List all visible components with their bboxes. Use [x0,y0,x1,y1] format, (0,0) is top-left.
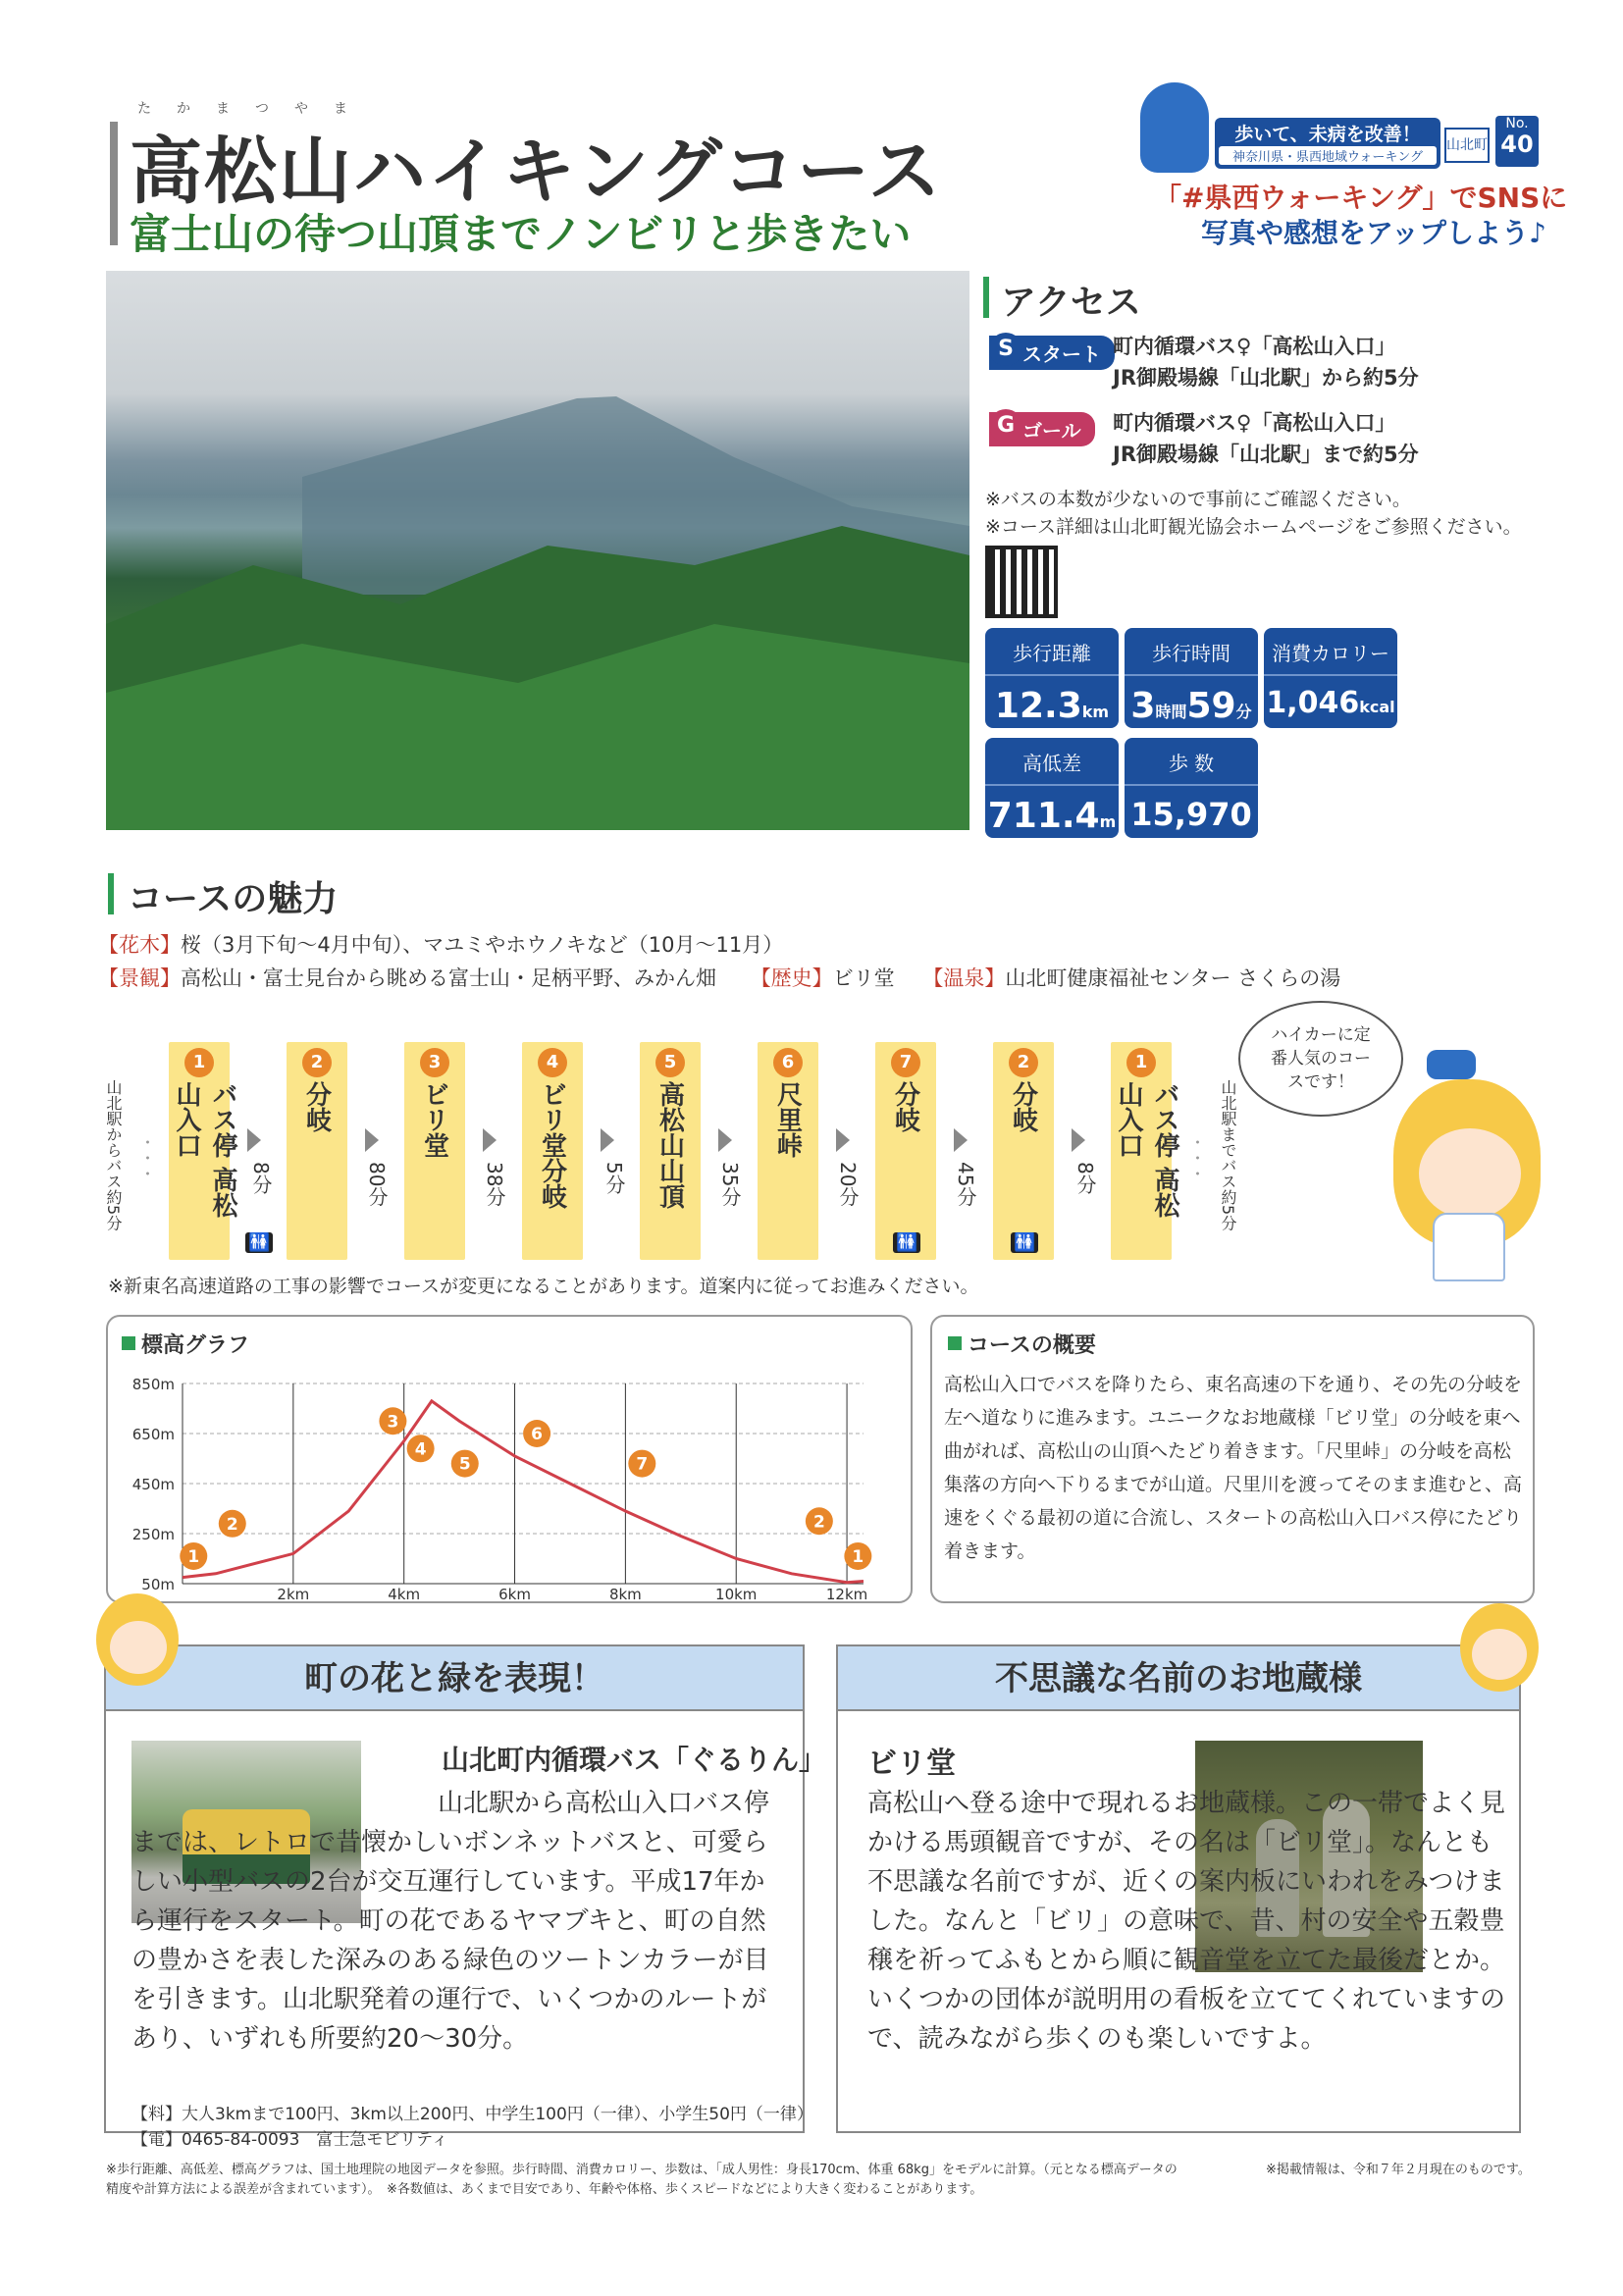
history-tag: 【歴史】 [750,966,833,990]
goal-badge: G [989,409,1022,443]
route-step [875,1042,936,1260]
campaign-line1: 歩いて、未病を改善！ [1234,124,1421,145]
route-from: 山北駅からバス約5分 [104,1079,123,1231]
stat-time [1125,628,1258,728]
route-minutes: 45分 [954,1162,977,1207]
bus-fare: 【料】大人3kmまで100円、3km以上200円、中学生100円（一律）、小学生50円（一律） [131,2105,813,2124]
start-tag [989,336,1115,370]
jizo-panel-heading: 不思議な名前のお地蔵様 [838,1646,1519,1711]
arrow-icon [836,1128,850,1152]
flower-tag: 【花木】 [98,933,181,957]
charm-heading: コースの魅力 [128,879,339,919]
qr-code-icon[interactable] [985,546,1058,618]
stat-steps [1125,738,1258,866]
bubble-text: ハイカーに定番人気のコースです！ [1271,1025,1371,1092]
waypoint-marker-label: 6 [531,1425,544,1444]
access-accent-bar [983,277,989,318]
elevation-line [183,1401,864,1583]
footer-date: ※掲載情報は、令和７年２月現在のものです。 [1266,2163,1531,2177]
charm-view [98,962,1340,995]
charm-accent-bar [108,873,114,914]
x-tick-label: 10km [715,1586,758,1599]
step-number: 7 [891,1048,920,1077]
stat-steps-unit: 歩 [1182,848,1199,866]
bus-tel: 【電】0465-84-0093 富士急モビリティ [131,2130,448,2150]
waypoint-marker-label: 2 [812,1512,825,1533]
toilet-icon: 🚻 [245,1232,273,1253]
goal-line1: 町内循環バス♀「高松山入口」 [1113,411,1396,435]
start-label: スタート [1022,342,1101,366]
stat-time-hours: 3 [1130,686,1156,726]
character-face-icon [1419,1128,1521,1219]
step-name: 高松山山頂 [654,1081,685,1209]
stat-calories-unit: kcal [1359,698,1395,716]
arrow-icon [954,1128,968,1152]
stat-steps-label: 歩 数 [1125,738,1258,786]
chart-title-marker [122,1336,135,1350]
route-minutes: 38分 [483,1162,506,1207]
start-line1: 町内循環バス♀「高松山入口」 [1113,335,1396,358]
route-minutes: 8分 [1073,1162,1097,1194]
stat-time-minutes: 59 [1186,686,1236,726]
character-body-icon [1433,1213,1505,1281]
arrow-icon [718,1128,732,1152]
history-text: ビリ堂 [832,966,895,990]
photo-mountain-silhouette [106,271,969,830]
stat-time-label: 歩行時間 [1125,628,1258,676]
route-minutes: 8分 [249,1162,273,1194]
stat-elevation [985,738,1119,838]
x-tick-label: 8km [608,1586,642,1599]
stat-elevation-value: 711.4 [987,796,1100,836]
route-note: ※新東名高速道路の工事の影響でコースが変更になることがあります。道案内に従ってお進みください。 [108,1276,979,1297]
access-heading: アクセス [1001,283,1141,323]
mascot-icon [1140,82,1209,173]
arrow-icon [247,1128,261,1152]
waypoint-marker-label: 3 [387,1412,399,1433]
step-number: 1 [1126,1048,1156,1077]
sns-line2: 写真や感想をアップしよう♪ [1201,217,1546,249]
toilet-icon: 🚻 [1011,1232,1038,1253]
arrow-icon [365,1128,379,1152]
route-minutes: 35分 [718,1162,742,1207]
jizo-body: 高松山へ登る途中で現れるお地蔵様。この一帯でよく見かける馬頭観音ですが、その名は「ビリ堂」。なんとも不思議な名前ですが、近くの案内板にいわれをみつけました。なんと「ビリ」の意味で、昔、村の安全や五穀豊穣を祈ってふもとから順に観音堂を立てた最後だとか。いくつかの団体が説明用の看板を立ててくれていますので、読みながら歩くのも楽しいですよ。 [867,1789,1506,2054]
access-note2: ※コース詳細は山北町観光協会ホームページをご参照ください。 [985,516,1522,538]
waypoint-marker-label: 7 [636,1454,649,1475]
stat-distance-value: 12.3 [994,686,1082,726]
arrow-icon [1072,1128,1085,1152]
route-dots-left: ・・・ [137,1134,156,1181]
sns-line1: 「#県西ウォーキング」でSNSに [1154,182,1568,214]
bus-panel-heading: 町の花と緑を表現！ [106,1646,803,1711]
step-name: 分岐 [890,1081,920,1132]
route-dots-right: ・・・ [1187,1134,1206,1181]
step-number: 6 [773,1048,803,1077]
character-face-icon [110,1621,167,1674]
route-minutes: 5分 [602,1162,626,1194]
campaign-badge [1215,118,1440,169]
waypoint-marker-label: 1 [187,1546,200,1567]
step-number: 2 [302,1048,332,1077]
mount-fuji-photo [106,271,969,830]
overview-title-marker [948,1336,962,1350]
step-number: 3 [420,1048,449,1077]
bus-body: 山北駅から高松山入口バス停までは、レトロで昔懐かしいボンネットバスと、可愛らしい小型バスの2台が交互運行しています。平成17年から運行をスタート。町の花であるヤマブキと、町の自然の豊かさを表した深みのある緑色のツートンカラーが目を引きます。山北駅発着の運行で、いくつかのルートがあり、いずれも所要約20〜30分。 [131,1789,770,2054]
number-value: 40 [1500,130,1534,158]
onsen-tag: 【温泉】 [922,966,1006,990]
title-ruby: たかまつやま [137,101,373,117]
y-tick-label: 850m [131,1376,175,1393]
stat-distance-label: 歩行距離 [985,628,1119,676]
footer-note2: 精度や計算方法による誤差が含まれています）。 ※各数値は、あくまで目安であり、年齢や体格、歩くスピードなどにより大きく変わることがあります。 [106,2182,983,2197]
x-tick-label: 2km [277,1586,310,1599]
step-name: ビリ堂分岐 [537,1081,567,1209]
goal-tag [989,412,1095,446]
step-name: 尺里峠 [772,1081,803,1158]
title-accent-bar [110,122,118,245]
start-badge: S [989,333,1022,366]
step-number: 2 [1009,1048,1038,1077]
step-name: ビリ堂 [419,1081,449,1158]
view-text: 高松山・富士見台から眺める富士山・足柄平野、みかん畑 [181,966,716,990]
view-tag: 【景観】 [98,966,181,990]
y-tick-label: 650m [131,1426,175,1443]
step-number: 5 [655,1048,685,1077]
route-step [1111,1042,1179,1260]
waypoint-marker-label: 5 [458,1454,471,1475]
route-step [640,1042,701,1260]
route-minutes: 20分 [836,1162,860,1207]
jizo-subheading: ビリ堂 [867,1747,956,1781]
step-name: 分岐 [301,1081,332,1132]
x-tick-label: 12km [825,1586,868,1599]
waypoint-marker-label: 4 [414,1439,427,1460]
route-minutes: 80分 [365,1162,389,1207]
overview-text: 高松山入口でバスを降りたら、東名高速の下を通り、その先の分岐を左へ道なりに進みます。ユニークなお地蔵様「ビリ堂」の分岐を東へ曲がれば、高松山の山頂へたどり着きます。「尺里峠」の分岐を高松集落の方向へ下りるまでが山道。尺里川を渡ってそのまま進むと、高速をくぐる最初の道に合流し、スタートの高松山入口バス停にたどり着きます。 [944,1374,1523,1562]
x-tick-label: 6km [498,1586,531,1599]
stat-time-hours-unit: 時間 [1155,703,1187,721]
access-note1: ※バスの本数が少ないので事前にご確認ください。 [985,489,1411,510]
y-tick-label: 50m [141,1576,175,1593]
stat-time-minutes-unit: 分 [1235,703,1252,721]
route-step [522,1042,583,1260]
arrow-icon [601,1128,614,1152]
x-tick-label: 4km [388,1586,421,1599]
stat-steps-value: 15,970 [1130,796,1252,833]
stat-calories-value: 1,046 [1266,686,1360,720]
page-title: 高松山ハイキングコース [130,130,943,214]
route-to: 山北駅までバス約5分 [1219,1079,1237,1231]
waypoint-marker-label: 2 [226,1514,238,1535]
y-tick-label: 250m [131,1526,175,1543]
step-number: 4 [538,1048,567,1077]
charm-flower [98,928,783,962]
footer-note1: ※歩行距離、高低差、標高グラフは、国土地理院の地図データを参照。歩行時間、消費カロリー、歩数は、「成人男性：身長170cm、体重 68kg」をモデルに計算。（元となる標高データの [106,2163,1178,2177]
stat-elevation-unit: m [1099,812,1117,831]
number-label: No. [1505,116,1529,131]
goal-label: ゴール [1022,419,1081,443]
route-step [993,1042,1054,1260]
route-step [758,1042,818,1260]
character-face-icon [1472,1629,1527,1680]
toilet-icon: 🚻 [893,1232,920,1253]
speech-bubble [1238,1001,1403,1117]
elevation-chart [118,1364,903,1599]
area-badge: 山北町 [1444,128,1490,163]
chart-title: 標高グラフ [141,1333,250,1358]
step-name: バス停 高松山入口 [172,1081,237,1219]
page-subtitle: 富士山の待つ山頂までノンビリと歩きたい [130,210,912,258]
waypoint-marker-label: 1 [852,1546,864,1567]
flower-text: 桜（3月下旬〜4月中旬）、マユミやホウノキなど（10月〜11月） [181,933,784,957]
step-name: 分岐 [1008,1081,1038,1132]
stat-calories [1264,628,1397,728]
route-step [287,1042,347,1260]
stat-calories-label: 消費カロリー [1264,628,1397,676]
bus-subheading: 山北町内循環バス「ぐるりん」 [442,1744,827,1776]
goal-line2: JR御殿場線「山北駅」まで約5分 [1113,443,1419,466]
route-step [169,1042,237,1260]
route-step [404,1042,465,1260]
step-name: バス停 高松山入口 [1114,1081,1179,1219]
number-badge [1495,116,1539,167]
start-line2: JR御殿場線「山北駅」から約5分 [1113,366,1419,390]
campaign-line2: 神奈川県・県西地域ウォーキング [1219,146,1437,165]
stat-elevation-label: 高低差 [985,738,1119,786]
arrow-icon [483,1128,497,1152]
character-bow-icon [1427,1050,1476,1079]
stat-distance-unit: km [1081,703,1110,721]
y-tick-label: 450m [131,1476,175,1493]
onsen-text: 山北町健康福祉センター さくらの湯 [1005,966,1341,990]
stat-distance [985,628,1119,728]
step-number: 1 [184,1048,214,1077]
overview-heading: コースの概要 [968,1333,1096,1358]
